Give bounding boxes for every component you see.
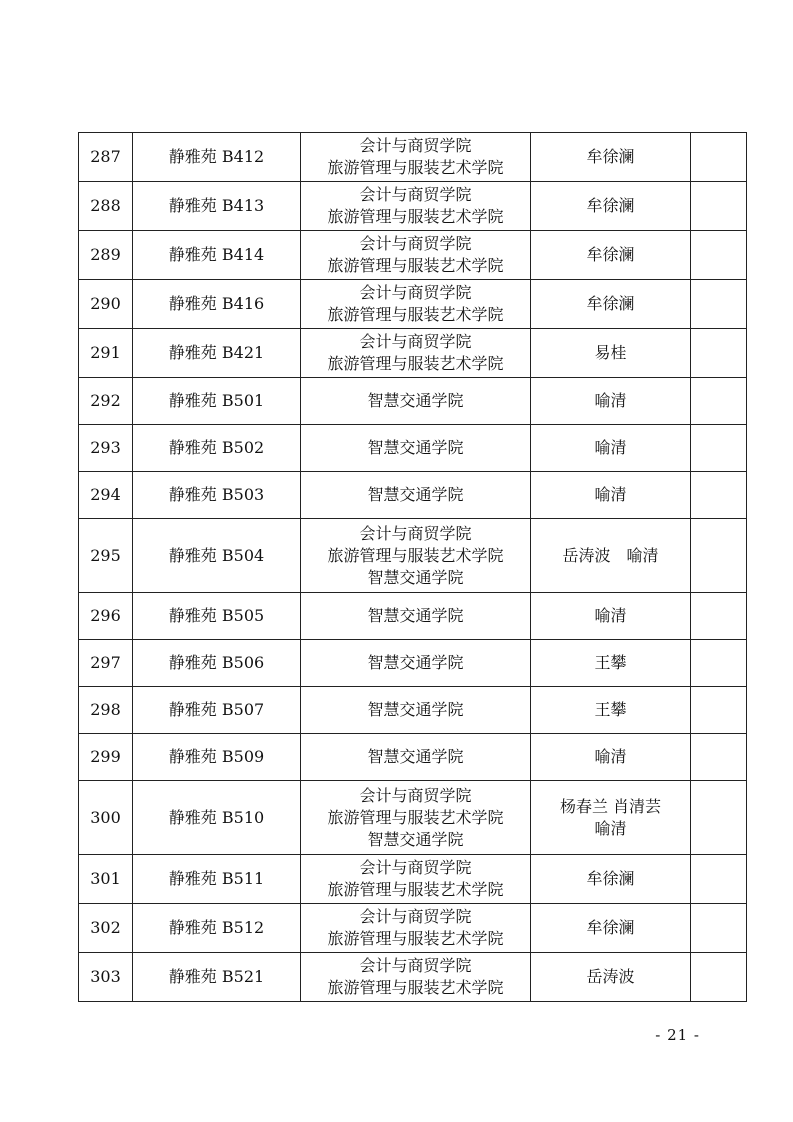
college-line: 会计与商贸学院 — [359, 785, 472, 805]
college-cell — [301, 280, 531, 329]
table-row — [79, 133, 747, 182]
extra-cell — [691, 519, 747, 593]
college-line: 旅游管理与服装艺术学院 — [327, 354, 504, 373]
person-cell — [531, 378, 691, 425]
dormitory-table — [78, 132, 747, 1002]
person-cell — [531, 519, 691, 593]
room-cell: 静雅苑 B502 — [133, 425, 301, 472]
college-cell — [301, 425, 531, 472]
college-line: 旅游管理与服装艺术学院 — [327, 207, 504, 226]
college-line: 智慧交通学院 — [367, 606, 464, 625]
college-cell — [301, 734, 531, 781]
person-cell — [531, 687, 691, 734]
person-line: 喻清 — [594, 485, 627, 504]
room-cell: 静雅苑 B506 — [133, 640, 301, 687]
college-cell — [301, 519, 531, 593]
extra-cell — [691, 953, 747, 1002]
person-cell — [531, 329, 691, 378]
extra-cell — [691, 593, 747, 640]
extra-cell — [691, 904, 747, 953]
college-line: 旅游管理与服装艺术学院 — [327, 158, 504, 177]
person-line: 喻清 — [594, 391, 627, 410]
extra-cell — [691, 133, 747, 182]
person-line: 牟徐澜 — [586, 918, 635, 937]
college-cell — [301, 182, 531, 231]
person-cell — [531, 904, 691, 953]
table-row — [79, 904, 747, 953]
person-cell — [531, 280, 691, 329]
room-cell: 静雅苑 B507 — [133, 687, 301, 734]
person-cell — [531, 425, 691, 472]
row-number-cell: 302 — [79, 904, 133, 953]
college-cell — [301, 231, 531, 280]
table-row — [79, 425, 747, 472]
college-cell — [301, 593, 531, 640]
row-number-cell: 299 — [79, 734, 133, 781]
row-number-cell: 291 — [79, 329, 133, 378]
college-line: 会计与商贸学院 — [359, 185, 472, 204]
college-line: 会计与商贸学院 — [359, 283, 472, 302]
person-line: 王攀 — [594, 653, 627, 672]
row-number-cell: 287 — [79, 133, 133, 182]
table-row — [79, 280, 747, 329]
extra-cell — [691, 781, 747, 855]
person-cell — [531, 231, 691, 280]
table-row — [79, 329, 747, 378]
room-cell: 静雅苑 B505 — [133, 593, 301, 640]
college-cell — [301, 329, 531, 378]
person-line: 喻清 — [594, 438, 627, 457]
college-line: 智慧交通学院 — [367, 567, 464, 587]
college-line: 会计与商贸学院 — [359, 907, 472, 926]
college-cell — [301, 855, 531, 904]
college-line: 智慧交通学院 — [367, 391, 464, 410]
row-number-cell: 295 — [79, 519, 133, 593]
table-row — [79, 593, 747, 640]
college-line: 智慧交通学院 — [367, 485, 464, 504]
college-line: 会计与商贸学院 — [359, 523, 472, 543]
table-row — [79, 519, 747, 593]
room-cell: 静雅苑 B521 — [133, 953, 301, 1002]
extra-cell — [691, 329, 747, 378]
row-number-cell: 301 — [79, 855, 133, 904]
college-line: 旅游管理与服装艺术学院 — [327, 929, 504, 948]
table-row — [79, 734, 747, 781]
row-number-cell: 290 — [79, 280, 133, 329]
extra-cell — [691, 182, 747, 231]
college-line: 旅游管理与服装艺术学院 — [327, 305, 504, 324]
college-line: 智慧交通学院 — [367, 700, 464, 719]
college-line: 会计与商贸学院 — [359, 858, 472, 877]
college-line: 旅游管理与服装艺术学院 — [327, 807, 504, 827]
extra-cell — [691, 640, 747, 687]
college-cell — [301, 472, 531, 519]
room-cell: 静雅苑 B504 — [133, 519, 301, 593]
person-cell — [531, 953, 691, 1002]
table-row — [79, 953, 747, 1002]
person-cell — [531, 734, 691, 781]
row-number-cell: 303 — [79, 953, 133, 1002]
room-cell: 静雅苑 B416 — [133, 280, 301, 329]
person-cell — [531, 781, 691, 855]
extra-cell — [691, 378, 747, 425]
college-cell — [301, 687, 531, 734]
extra-cell — [691, 425, 747, 472]
room-cell: 静雅苑 B512 — [133, 904, 301, 953]
person-line: 牟徐澜 — [586, 196, 635, 215]
person-line: 喻清 — [594, 606, 627, 625]
college-line: 旅游管理与服装艺术学院 — [327, 256, 504, 275]
room-cell: 静雅苑 B501 — [133, 378, 301, 425]
person-cell — [531, 640, 691, 687]
college-line: 会计与商贸学院 — [359, 234, 472, 253]
college-cell — [301, 781, 531, 855]
table-row — [79, 378, 747, 425]
person-line: 岳涛波 — [586, 967, 635, 986]
college-cell — [301, 378, 531, 425]
extra-cell — [691, 280, 747, 329]
college-cell — [301, 133, 531, 182]
room-cell: 静雅苑 B413 — [133, 182, 301, 231]
college-line: 旅游管理与服装艺术学院 — [327, 880, 504, 899]
room-cell: 静雅苑 B421 — [133, 329, 301, 378]
table-body — [79, 133, 747, 1002]
person-line: 牟徐澜 — [586, 869, 635, 888]
table-row — [79, 687, 747, 734]
college-line: 会计与商贸学院 — [359, 332, 472, 351]
college-line: 智慧交通学院 — [367, 438, 464, 457]
table-row — [79, 781, 747, 855]
person-line: 杨春兰 肖清芸 — [559, 796, 662, 816]
table-row — [79, 231, 747, 280]
person-line: 易桂 — [594, 343, 627, 362]
person-line: 王攀 — [594, 700, 627, 719]
college-line: 智慧交通学院 — [367, 829, 464, 849]
person-line: 牟徐澜 — [586, 147, 635, 166]
college-cell — [301, 904, 531, 953]
person-line: 牟徐澜 — [586, 245, 635, 264]
room-cell: 静雅苑 B412 — [133, 133, 301, 182]
person-line: 喻清 — [594, 818, 627, 838]
extra-cell — [691, 734, 747, 781]
extra-cell — [691, 687, 747, 734]
row-number-cell: 297 — [79, 640, 133, 687]
table-row — [79, 640, 747, 687]
extra-cell — [691, 855, 747, 904]
extra-cell — [691, 231, 747, 280]
row-number-cell: 294 — [79, 472, 133, 519]
room-cell: 静雅苑 B509 — [133, 734, 301, 781]
college-cell — [301, 953, 531, 1002]
row-number-cell: 300 — [79, 781, 133, 855]
room-cell: 静雅苑 B510 — [133, 781, 301, 855]
room-cell: 静雅苑 B503 — [133, 472, 301, 519]
person-cell — [531, 472, 691, 519]
college-line: 旅游管理与服装艺术学院 — [327, 545, 504, 565]
college-cell — [301, 640, 531, 687]
row-number-cell: 288 — [79, 182, 133, 231]
person-cell — [531, 182, 691, 231]
page-number: - 21 - — [655, 1026, 700, 1044]
person-cell — [531, 855, 691, 904]
extra-cell — [691, 472, 747, 519]
college-line: 旅游管理与服装艺术学院 — [327, 978, 504, 997]
room-cell: 静雅苑 B414 — [133, 231, 301, 280]
row-number-cell: 298 — [79, 687, 133, 734]
row-number-cell: 292 — [79, 378, 133, 425]
table-row — [79, 472, 747, 519]
college-line: 会计与商贸学院 — [359, 136, 472, 155]
college-line: 智慧交通学院 — [367, 747, 464, 766]
person-cell — [531, 133, 691, 182]
person-line: 岳涛波 喻清 — [562, 545, 659, 565]
table-row — [79, 182, 747, 231]
row-number-cell: 296 — [79, 593, 133, 640]
person-line: 喻清 — [594, 747, 627, 766]
table-row — [79, 855, 747, 904]
room-cell: 静雅苑 B511 — [133, 855, 301, 904]
college-line: 会计与商贸学院 — [359, 956, 472, 975]
person-cell — [531, 593, 691, 640]
row-number-cell: 289 — [79, 231, 133, 280]
row-number-cell: 293 — [79, 425, 133, 472]
college-line: 智慧交通学院 — [367, 653, 464, 672]
person-line: 牟徐澜 — [586, 294, 635, 313]
